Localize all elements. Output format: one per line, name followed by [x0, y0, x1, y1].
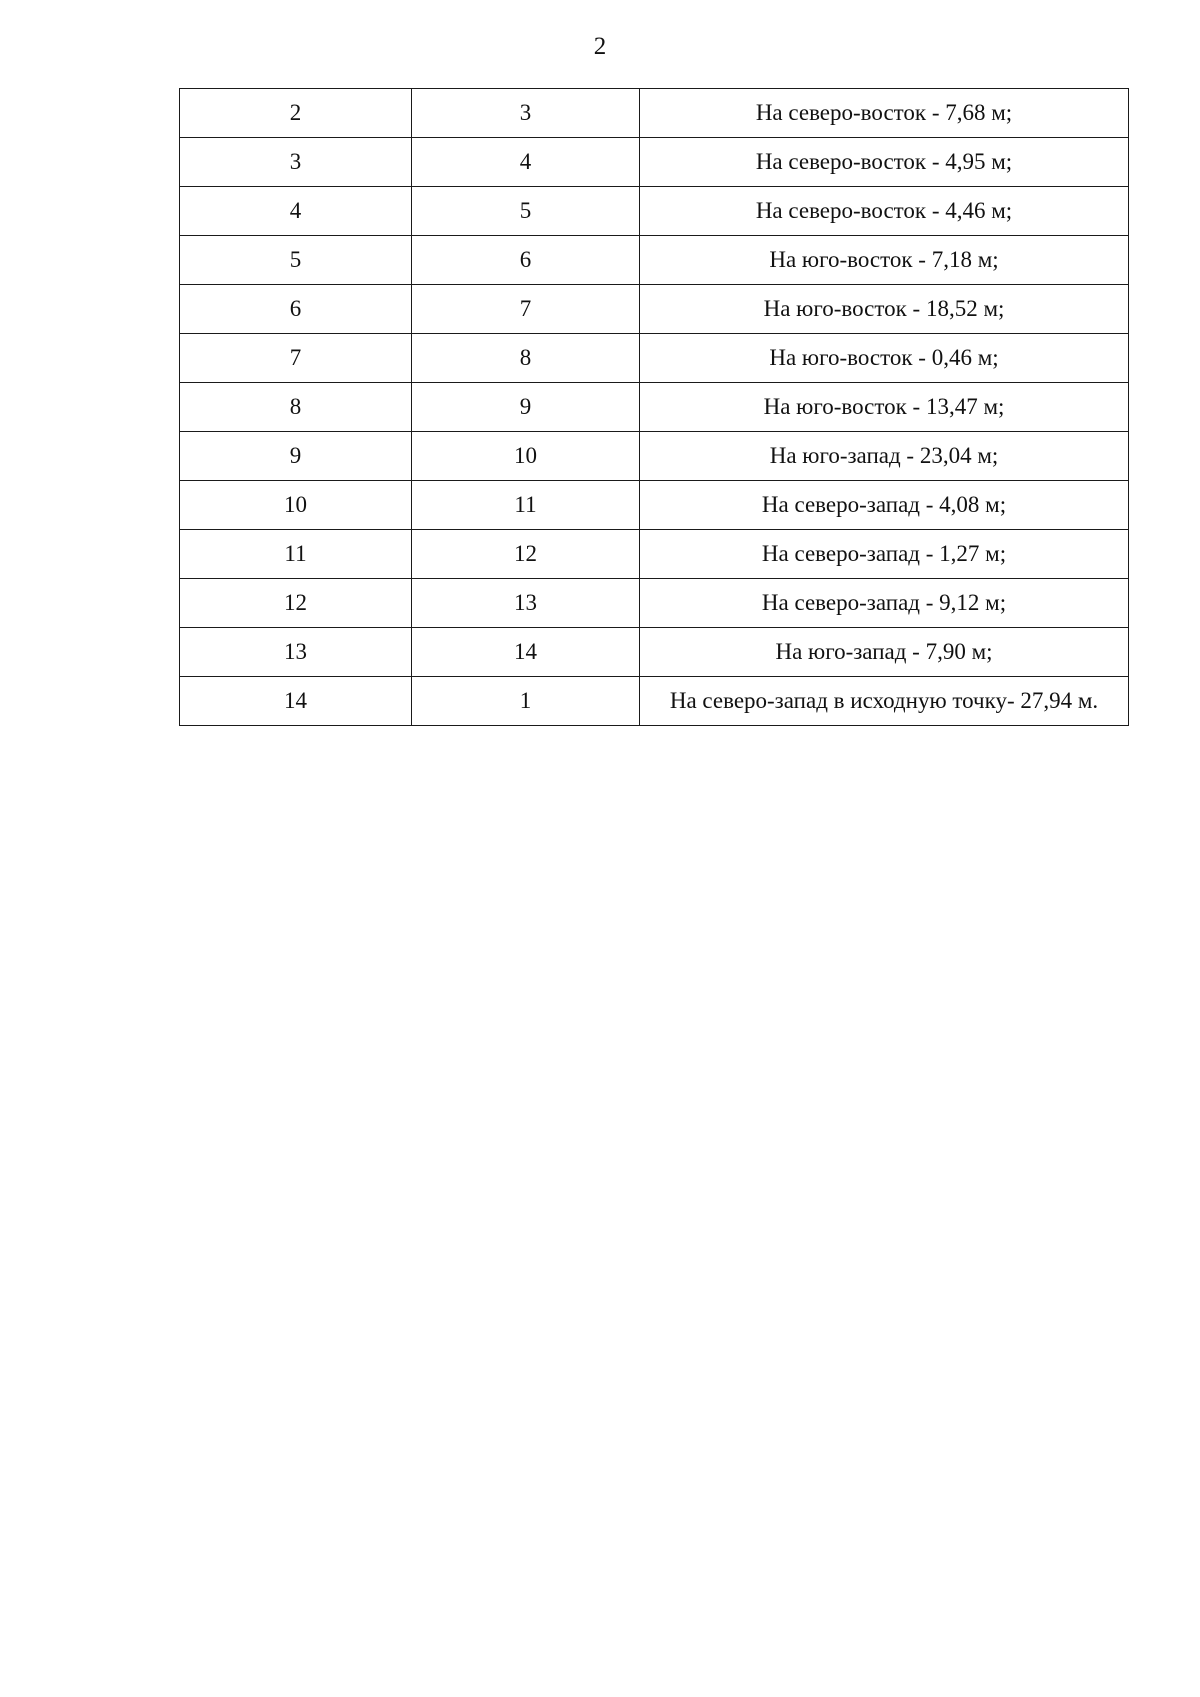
to-point-cell: 6 [412, 236, 640, 285]
table-row [180, 285, 1129, 334]
to-point-cell: 5 [412, 187, 640, 236]
direction-distance-cell: На юго-восток - 7,18 м; [640, 236, 1129, 285]
to-point-cell: 12 [412, 530, 640, 579]
table-row [180, 138, 1129, 187]
from-point-cell: 4 [180, 187, 412, 236]
to-point-cell: 7 [412, 285, 640, 334]
table-row [180, 628, 1129, 677]
page-number: 2 [593, 33, 607, 60]
direction-distance-cell: На северо-запад - 9,12 м; [640, 579, 1129, 628]
table-row [180, 383, 1129, 432]
from-point-cell: 8 [180, 383, 412, 432]
direction-distance-cell: На северо-восток - 7,68 м; [640, 89, 1129, 138]
table-row [180, 481, 1129, 530]
direction-distance-cell: На юго-восток - 0,46 м; [640, 334, 1129, 383]
table-row [180, 334, 1129, 383]
table-body [180, 89, 1129, 726]
from-point-cell: 13 [180, 628, 412, 677]
from-point-cell: 11 [180, 530, 412, 579]
from-point-cell: 9 [180, 432, 412, 481]
to-point-cell: 1 [412, 677, 640, 726]
to-point-cell: 10 [412, 432, 640, 481]
direction-distance-cell: На северо-восток - 4,95 м; [640, 138, 1129, 187]
table-row [180, 579, 1129, 628]
table-row [180, 677, 1129, 726]
to-point-cell: 14 [412, 628, 640, 677]
direction-distance-cell: На юго-восток - 13,47 м; [640, 383, 1129, 432]
from-point-cell: 2 [180, 89, 412, 138]
from-point-cell: 7 [180, 334, 412, 383]
direction-distance-cell: На северо-восток - 4,46 м; [640, 187, 1129, 236]
table-row [180, 89, 1129, 138]
from-point-cell: 10 [180, 481, 412, 530]
to-point-cell: 8 [412, 334, 640, 383]
to-point-cell: 9 [412, 383, 640, 432]
table-row [180, 432, 1129, 481]
to-point-cell: 3 [412, 89, 640, 138]
from-point-cell: 5 [180, 236, 412, 285]
direction-distance-cell: На юго-запад - 7,90 м; [640, 628, 1129, 677]
direction-distance-cell: На юго-запад - 23,04 м; [640, 432, 1129, 481]
to-point-cell: 11 [412, 481, 640, 530]
from-point-cell: 12 [180, 579, 412, 628]
from-point-cell: 14 [180, 677, 412, 726]
to-point-cell: 13 [412, 579, 640, 628]
table-row [180, 187, 1129, 236]
direction-distance-cell: На северо-запад в исходную точку- 27,94 м. [640, 677, 1129, 726]
boundary-table [179, 88, 1129, 726]
table-row [180, 236, 1129, 285]
table-row [180, 530, 1129, 579]
from-point-cell: 3 [180, 138, 412, 187]
to-point-cell: 4 [412, 138, 640, 187]
direction-distance-cell: На северо-запад - 1,27 м; [640, 530, 1129, 579]
direction-distance-cell: На северо-запад - 4,08 м; [640, 481, 1129, 530]
direction-distance-cell: На юго-восток - 18,52 м; [640, 285, 1129, 334]
from-point-cell: 6 [180, 285, 412, 334]
